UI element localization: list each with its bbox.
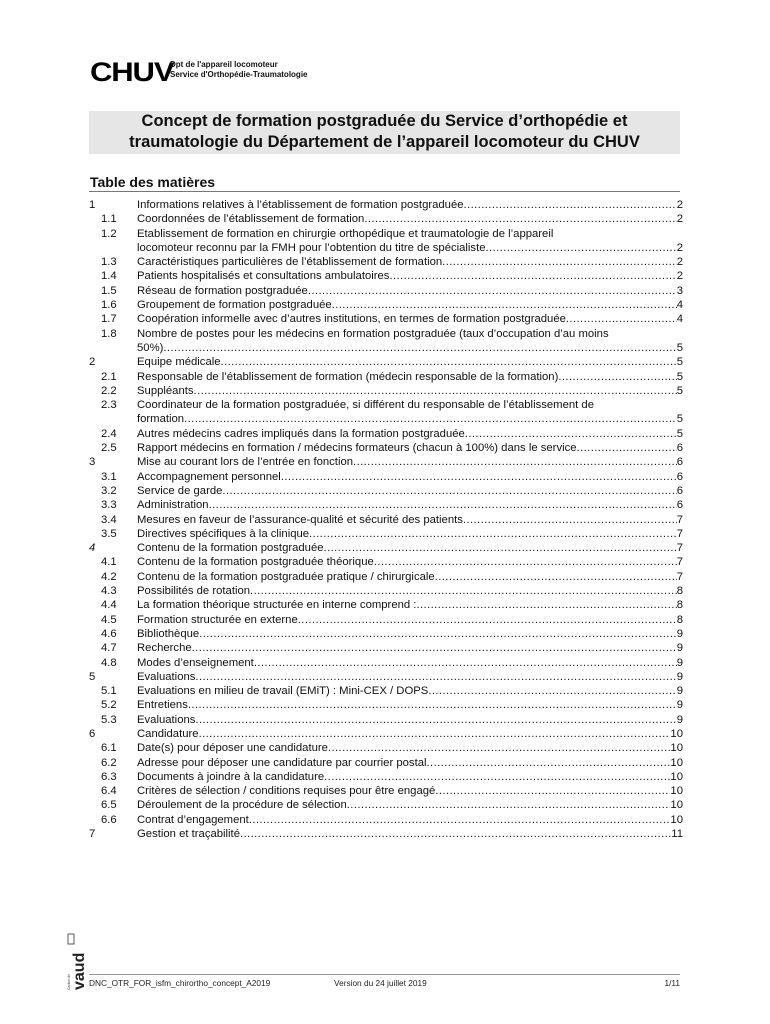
footer-divider xyxy=(89,974,680,975)
toc-entry[interactable] xyxy=(89,227,683,256)
toc-dot-leader xyxy=(309,527,677,541)
toc-entry-number: 6.4 xyxy=(101,785,117,798)
toc-entry-number: 1.2 xyxy=(101,227,117,240)
toc-entry[interactable] xyxy=(89,598,683,612)
toc-entry-text-line: Etablissement de formation en chirurgie orthopédique et traumatologie de l’appareil xyxy=(137,227,554,240)
table-of-contents xyxy=(89,198,683,841)
toc-entry-page: 6 xyxy=(676,456,683,469)
toc-entry-text: Recherche xyxy=(137,642,192,655)
toc-entry-number: 2.2 xyxy=(101,384,117,397)
toc-entry-number: 4.5 xyxy=(101,613,117,626)
toc-dot-leader xyxy=(324,541,677,555)
toc-entry[interactable] xyxy=(89,370,683,384)
toc-entry-page: 8 xyxy=(676,599,683,612)
toc-entry-number: 6.6 xyxy=(101,813,117,826)
toc-entry[interactable] xyxy=(89,798,683,812)
toc-entry[interactable] xyxy=(89,427,683,441)
toc-entry-page: 10 xyxy=(670,742,683,755)
footer-version: Version du 24 juillet 2019 xyxy=(334,978,427,988)
toc-dot-leader xyxy=(442,255,677,269)
toc-entry-number: 6.3 xyxy=(101,770,117,783)
toc-entry[interactable] xyxy=(89,570,683,584)
toc-entry-text: Directives spécifiques à la clinique xyxy=(137,527,310,540)
toc-entry-page: 5 xyxy=(676,384,683,397)
logo-mark: CHUV xyxy=(90,57,174,87)
toc-entry[interactable] xyxy=(89,198,683,212)
toc-entry-number: 1.6 xyxy=(101,299,117,312)
toc-dot-leader xyxy=(298,613,677,627)
toc-entry[interactable] xyxy=(89,284,683,298)
toc-entry-number: 4.8 xyxy=(101,656,117,669)
footer-filename: DNC_OTR_FOR_isfm_chirortho_concept_A2019 xyxy=(89,978,271,988)
toc-entry[interactable] xyxy=(89,627,683,641)
toc-entry-page: 5 xyxy=(676,370,683,383)
toc-entry-number: 1.7 xyxy=(101,313,117,326)
toc-entry[interactable] xyxy=(89,384,683,398)
toc-entry[interactable] xyxy=(89,484,683,498)
toc-entry-number: 5 xyxy=(89,670,96,683)
toc-entry-page: 10 xyxy=(670,727,683,740)
toc-entry-text: Informations relatives à l’établissement de formation postgraduée xyxy=(137,199,464,211)
toc-entry-text: Accompagnement personnel xyxy=(137,470,281,483)
toc-entry-number: 2.4 xyxy=(101,427,117,440)
toc-entry-number: 2 xyxy=(89,356,96,369)
toc-entry-text: Date(s) pour déposer une candidature xyxy=(137,742,328,755)
toc-entry-text: Evaluations xyxy=(137,713,196,726)
toc-entry[interactable] xyxy=(89,312,683,326)
toc-entry-page: 8 xyxy=(676,613,683,626)
toc-entry-number: 1.8 xyxy=(101,327,117,340)
toc-entry-page: 5 xyxy=(676,356,683,369)
toc-entry-number: 3.3 xyxy=(101,499,117,512)
toc-entry-page: 7 xyxy=(676,542,683,555)
toc-entry[interactable] xyxy=(89,269,683,283)
toc-entry[interactable] xyxy=(89,713,683,727)
toc-entry-text: Responsable de l’établissement de formation (médecin responsable de la formation) xyxy=(137,370,559,383)
toc-entry[interactable] xyxy=(89,741,683,755)
footer-page-number: 1/11 xyxy=(664,978,680,988)
toc-entry-text: Groupement de formation postgraduée xyxy=(137,299,332,312)
title-line-2: traumatologie du Département de l’appareil locomoteur du CHUV xyxy=(129,133,640,151)
toc-entry-text-line: Coordinateur de la formation postgraduée, si différent du responsable de l’établissement de xyxy=(137,399,594,412)
toc-entry[interactable] xyxy=(89,327,683,356)
toc-dot-leader xyxy=(249,813,671,827)
toc-entry-page: 9 xyxy=(676,685,683,698)
toc-entry[interactable] xyxy=(89,212,683,226)
toc-entry-text: Mesures en faveur de l’assurance-qualité et sécurité des patients xyxy=(137,513,463,526)
toc-entry-page: 10 xyxy=(670,799,683,812)
toc-entry-page: 2 xyxy=(676,256,683,269)
toc-entry-text: Contenu de la formation postgraduée théorique xyxy=(137,556,374,569)
toc-entry-page: 6 xyxy=(676,484,683,497)
toc-dot-leader xyxy=(428,684,676,698)
toc-entry-text: Evaluations en milieu de travail (EMiT) : Mini-CEX / DOPS xyxy=(137,685,429,698)
toc-entry-page: 10 xyxy=(670,785,683,798)
toc-entry-text: Service de garde xyxy=(137,484,223,497)
toc-dot-leader xyxy=(328,741,671,755)
toc-entry[interactable] xyxy=(89,670,683,684)
toc-entry-number: 3.5 xyxy=(101,527,117,540)
toc-entry-number: 2.5 xyxy=(101,442,117,455)
toc-entry[interactable] xyxy=(89,555,683,569)
toc-entry-text: formation xyxy=(137,413,185,426)
toc-entry-page: 5 xyxy=(676,413,683,426)
toc-entry-text: Contenu de la formation postgraduée pratique / chirurgicale xyxy=(137,570,435,583)
toc-entry-text: Réseau de formation postgraduée xyxy=(137,284,308,297)
toc-entry[interactable] xyxy=(89,727,683,741)
toc-entry-text: Gestion et traçabilité xyxy=(137,828,240,841)
toc-dot-leader xyxy=(364,212,676,226)
document-title xyxy=(89,111,680,154)
toc-entry-text: Critères de sélection / conditions requises pour être engagé xyxy=(137,785,436,798)
toc-entry-number: 4.4 xyxy=(101,599,117,612)
toc-dot-leader xyxy=(240,827,671,841)
toc-entry-number: 6.5 xyxy=(101,799,117,812)
toc-dot-leader xyxy=(199,727,671,741)
toc-entry[interactable] xyxy=(89,827,683,841)
toc-entry-text: Bibliothèque xyxy=(137,627,200,640)
toc-dot-leader xyxy=(465,427,677,441)
toc-entry-number: 2.3 xyxy=(101,399,117,412)
toc-entry-page: 2 xyxy=(676,270,683,283)
toc-dot-leader xyxy=(221,355,677,369)
toc-entry-text: Contenu de la formation postgraduée xyxy=(137,542,324,555)
toc-entry-text: Formation structurée en externe xyxy=(137,613,298,626)
toc-entry[interactable] xyxy=(89,656,683,670)
toc-entry-text-line: Nombre de postes pour les médecins en formation postgraduée (taux d’occupation d’au moins xyxy=(137,327,609,340)
toc-entry-page: 6 xyxy=(676,442,683,455)
toc-dot-leader xyxy=(194,384,677,398)
toc-dot-leader xyxy=(486,241,677,255)
toc-entry-text: Documents à joindre à la candidature xyxy=(137,770,325,783)
toc-entry-text: Possibilités de rotation xyxy=(137,585,251,598)
toc-dot-leader xyxy=(374,555,677,569)
toc-dot-leader xyxy=(192,641,677,655)
toc-entry-text: Suppléants xyxy=(137,384,194,397)
toc-dot-leader xyxy=(324,770,670,784)
department-name: Dpt de l'appareil locomoteur xyxy=(170,60,278,69)
toc-entry-number: 1.3 xyxy=(101,256,117,269)
toc-dot-leader xyxy=(250,584,677,598)
toc-entry[interactable] xyxy=(89,684,683,698)
toc-entry-number: 3.1 xyxy=(101,470,117,483)
toc-entry-text: locomoteur reconnu par la FMH pour l’obtention du titre de spécialiste xyxy=(137,241,486,254)
toc-entry-number: 4 xyxy=(89,542,96,555)
toc-entry-page: 10 xyxy=(670,813,683,826)
toc-entry-number: 3.2 xyxy=(101,484,117,497)
toc-entry[interactable] xyxy=(89,513,683,527)
toc-entry-text: Autres médecins cadres impliqués dans la formation postgraduée xyxy=(137,427,465,440)
toc-entry-page: 2 xyxy=(676,241,683,254)
toc-dot-leader xyxy=(332,298,677,312)
toc-entry-text: Coopération informelle avec d’autres institutions, en termes de formation postgraduée xyxy=(137,313,566,326)
service-name: Service d'Orthopédie-Traumatologie xyxy=(170,70,308,79)
toc-entry-page: 6 xyxy=(676,470,683,483)
toc-dot-leader xyxy=(416,598,676,612)
toc-entry[interactable] xyxy=(89,813,683,827)
toc-entry-text: La formation théorique structurée en interne comprend : xyxy=(137,599,417,612)
toc-entry-number: 4.1 xyxy=(101,556,117,569)
toc-entry-page: 11 xyxy=(671,828,683,841)
toc-entry-number: 1 xyxy=(89,199,96,211)
toc-entry-text: Mise au courant lors de l’entrée en fonction xyxy=(137,456,354,469)
toc-entry[interactable] xyxy=(89,498,683,512)
toc-entry-text: 50%) xyxy=(137,341,164,354)
toc-entry-page: 7 xyxy=(676,527,683,540)
toc-entry[interactable] xyxy=(89,756,683,770)
toc-entry-number: 5.1 xyxy=(101,685,117,698)
toc-entry-page: 2 xyxy=(676,199,683,211)
toc-entry-number: 1.1 xyxy=(101,213,117,226)
toc-dot-leader xyxy=(281,470,677,484)
toc-entry-number: 4.3 xyxy=(101,585,117,598)
toc-entry[interactable] xyxy=(89,784,683,798)
toc-dot-leader xyxy=(435,570,677,584)
toc-entry[interactable] xyxy=(89,770,683,784)
toc-dot-leader xyxy=(353,455,677,469)
toc-dot-leader xyxy=(577,441,677,455)
toc-entry-page: 9 xyxy=(676,656,683,669)
toc-entry-number: 4.7 xyxy=(101,642,117,655)
toc-dot-leader xyxy=(427,756,671,770)
toc-entry-page: 10 xyxy=(670,770,683,783)
toc-entry[interactable] xyxy=(89,613,683,627)
toc-entry[interactable] xyxy=(89,355,683,369)
toc-dot-leader xyxy=(347,798,671,812)
toc-entry-number: 6.2 xyxy=(101,756,117,769)
toc-dot-leader xyxy=(558,370,676,384)
toc-entry-number: 4.6 xyxy=(101,627,117,640)
toc-entry-text: Adresse pour déposer une candidature par courrier postal xyxy=(137,756,427,769)
toc-dot-leader xyxy=(435,784,670,798)
toc-entry-text: Déroulement de la procédure de sélection xyxy=(137,799,347,812)
toc-entry[interactable] xyxy=(89,298,683,312)
toc-entry-page: 9 xyxy=(676,699,683,712)
toc-entry-number: 3 xyxy=(89,456,96,469)
toc-entry[interactable] xyxy=(89,527,683,541)
toc-dot-leader xyxy=(566,312,677,326)
toc-dot-leader xyxy=(195,713,676,727)
toc-entry-text: Rapport médecins en formation / médecins formateurs (chacun à 100%) dans le service xyxy=(137,442,577,455)
toc-entry-text: Caractéristiques particulières de l’établissement de formation xyxy=(137,256,443,269)
toc-entry-text: Evaluations xyxy=(137,670,196,683)
toc-entry-text: Contrat d’engagement xyxy=(137,813,249,826)
toc-entry-page: 4 xyxy=(676,313,683,326)
toc-entry-page: 9 xyxy=(676,670,683,683)
toc-entry-text: Patients hospitalisés et consultations ambulatoires xyxy=(137,270,390,283)
toc-entry-number: 6.1 xyxy=(101,742,117,755)
toc-entry-text: Coordonnées de l’établissement de formation xyxy=(137,213,365,226)
canton-vaud-logo xyxy=(66,932,88,992)
toc-dot-leader xyxy=(222,484,676,498)
toc-entry-page: 10 xyxy=(670,756,683,769)
vaud-logo-small: Canton de xyxy=(67,973,71,990)
toc-entry-text: Candidature xyxy=(137,727,199,740)
toc-entry-page: 3 xyxy=(676,284,683,297)
toc-divider xyxy=(89,191,680,192)
toc-entry-text: Modes d’enseignement xyxy=(137,656,254,669)
toc-entry[interactable] xyxy=(89,584,683,598)
toc-entry[interactable] xyxy=(89,441,683,455)
toc-entry[interactable] xyxy=(89,470,683,484)
toc-entry-number: 5.3 xyxy=(101,713,117,726)
toc-entry-number: 2.1 xyxy=(101,370,117,383)
toc-dot-leader xyxy=(254,656,677,670)
toc-entry-number: 3.4 xyxy=(101,513,117,526)
toc-entry-number: 5.2 xyxy=(101,699,117,712)
toc-entry[interactable] xyxy=(89,398,683,427)
toc-entry-number: 1.4 xyxy=(101,270,117,283)
toc-entry[interactable] xyxy=(89,698,683,712)
toc-entry[interactable] xyxy=(89,455,683,469)
toc-dot-leader xyxy=(163,341,676,355)
toc-entry-text: Equipe médicale xyxy=(137,356,221,369)
toc-dot-leader xyxy=(199,627,677,641)
toc-dot-leader xyxy=(464,198,677,212)
toc-entry[interactable] xyxy=(89,541,683,555)
toc-entry-page: 4 xyxy=(676,299,683,312)
toc-entry[interactable] xyxy=(89,255,683,269)
title-line-1: Concept de formation postgraduée du Service d’orthopédie et xyxy=(141,112,628,130)
toc-dot-leader xyxy=(184,412,677,426)
toc-entry-page: 8 xyxy=(676,585,683,598)
vaud-logo-text: vaud xyxy=(71,952,88,990)
toc-entry-page: 9 xyxy=(676,627,683,640)
toc-entry[interactable] xyxy=(89,641,683,655)
toc-entry-number: 6 xyxy=(89,727,96,740)
toc-dot-leader xyxy=(209,498,677,512)
toc-entry-page: 9 xyxy=(676,642,683,655)
toc-dot-leader xyxy=(188,698,677,712)
toc-entry-number: 1.5 xyxy=(101,284,117,297)
toc-dot-leader xyxy=(463,513,677,527)
toc-entry-page: 7 xyxy=(676,556,683,569)
toc-entry-number: 7 xyxy=(89,828,96,841)
toc-dot-leader xyxy=(389,269,676,283)
toc-entry-text: Administration xyxy=(137,499,209,512)
toc-entry-page: 7 xyxy=(676,570,683,583)
toc-heading: Table des matières xyxy=(90,174,216,190)
toc-dot-leader xyxy=(308,284,677,298)
toc-entry-page: 9 xyxy=(676,713,683,726)
toc-entry-page: 6 xyxy=(676,499,683,512)
toc-entry-text: Entretiens xyxy=(137,699,188,712)
toc-entry-page: 5 xyxy=(676,341,683,354)
toc-dot-leader xyxy=(195,670,676,684)
toc-entry-number: 4.2 xyxy=(101,570,117,583)
toc-entry-page: 5 xyxy=(676,427,683,440)
toc-entry-page: 2 xyxy=(676,213,683,226)
chuv-logo xyxy=(90,58,390,86)
toc-entry-page: 7 xyxy=(676,513,683,526)
